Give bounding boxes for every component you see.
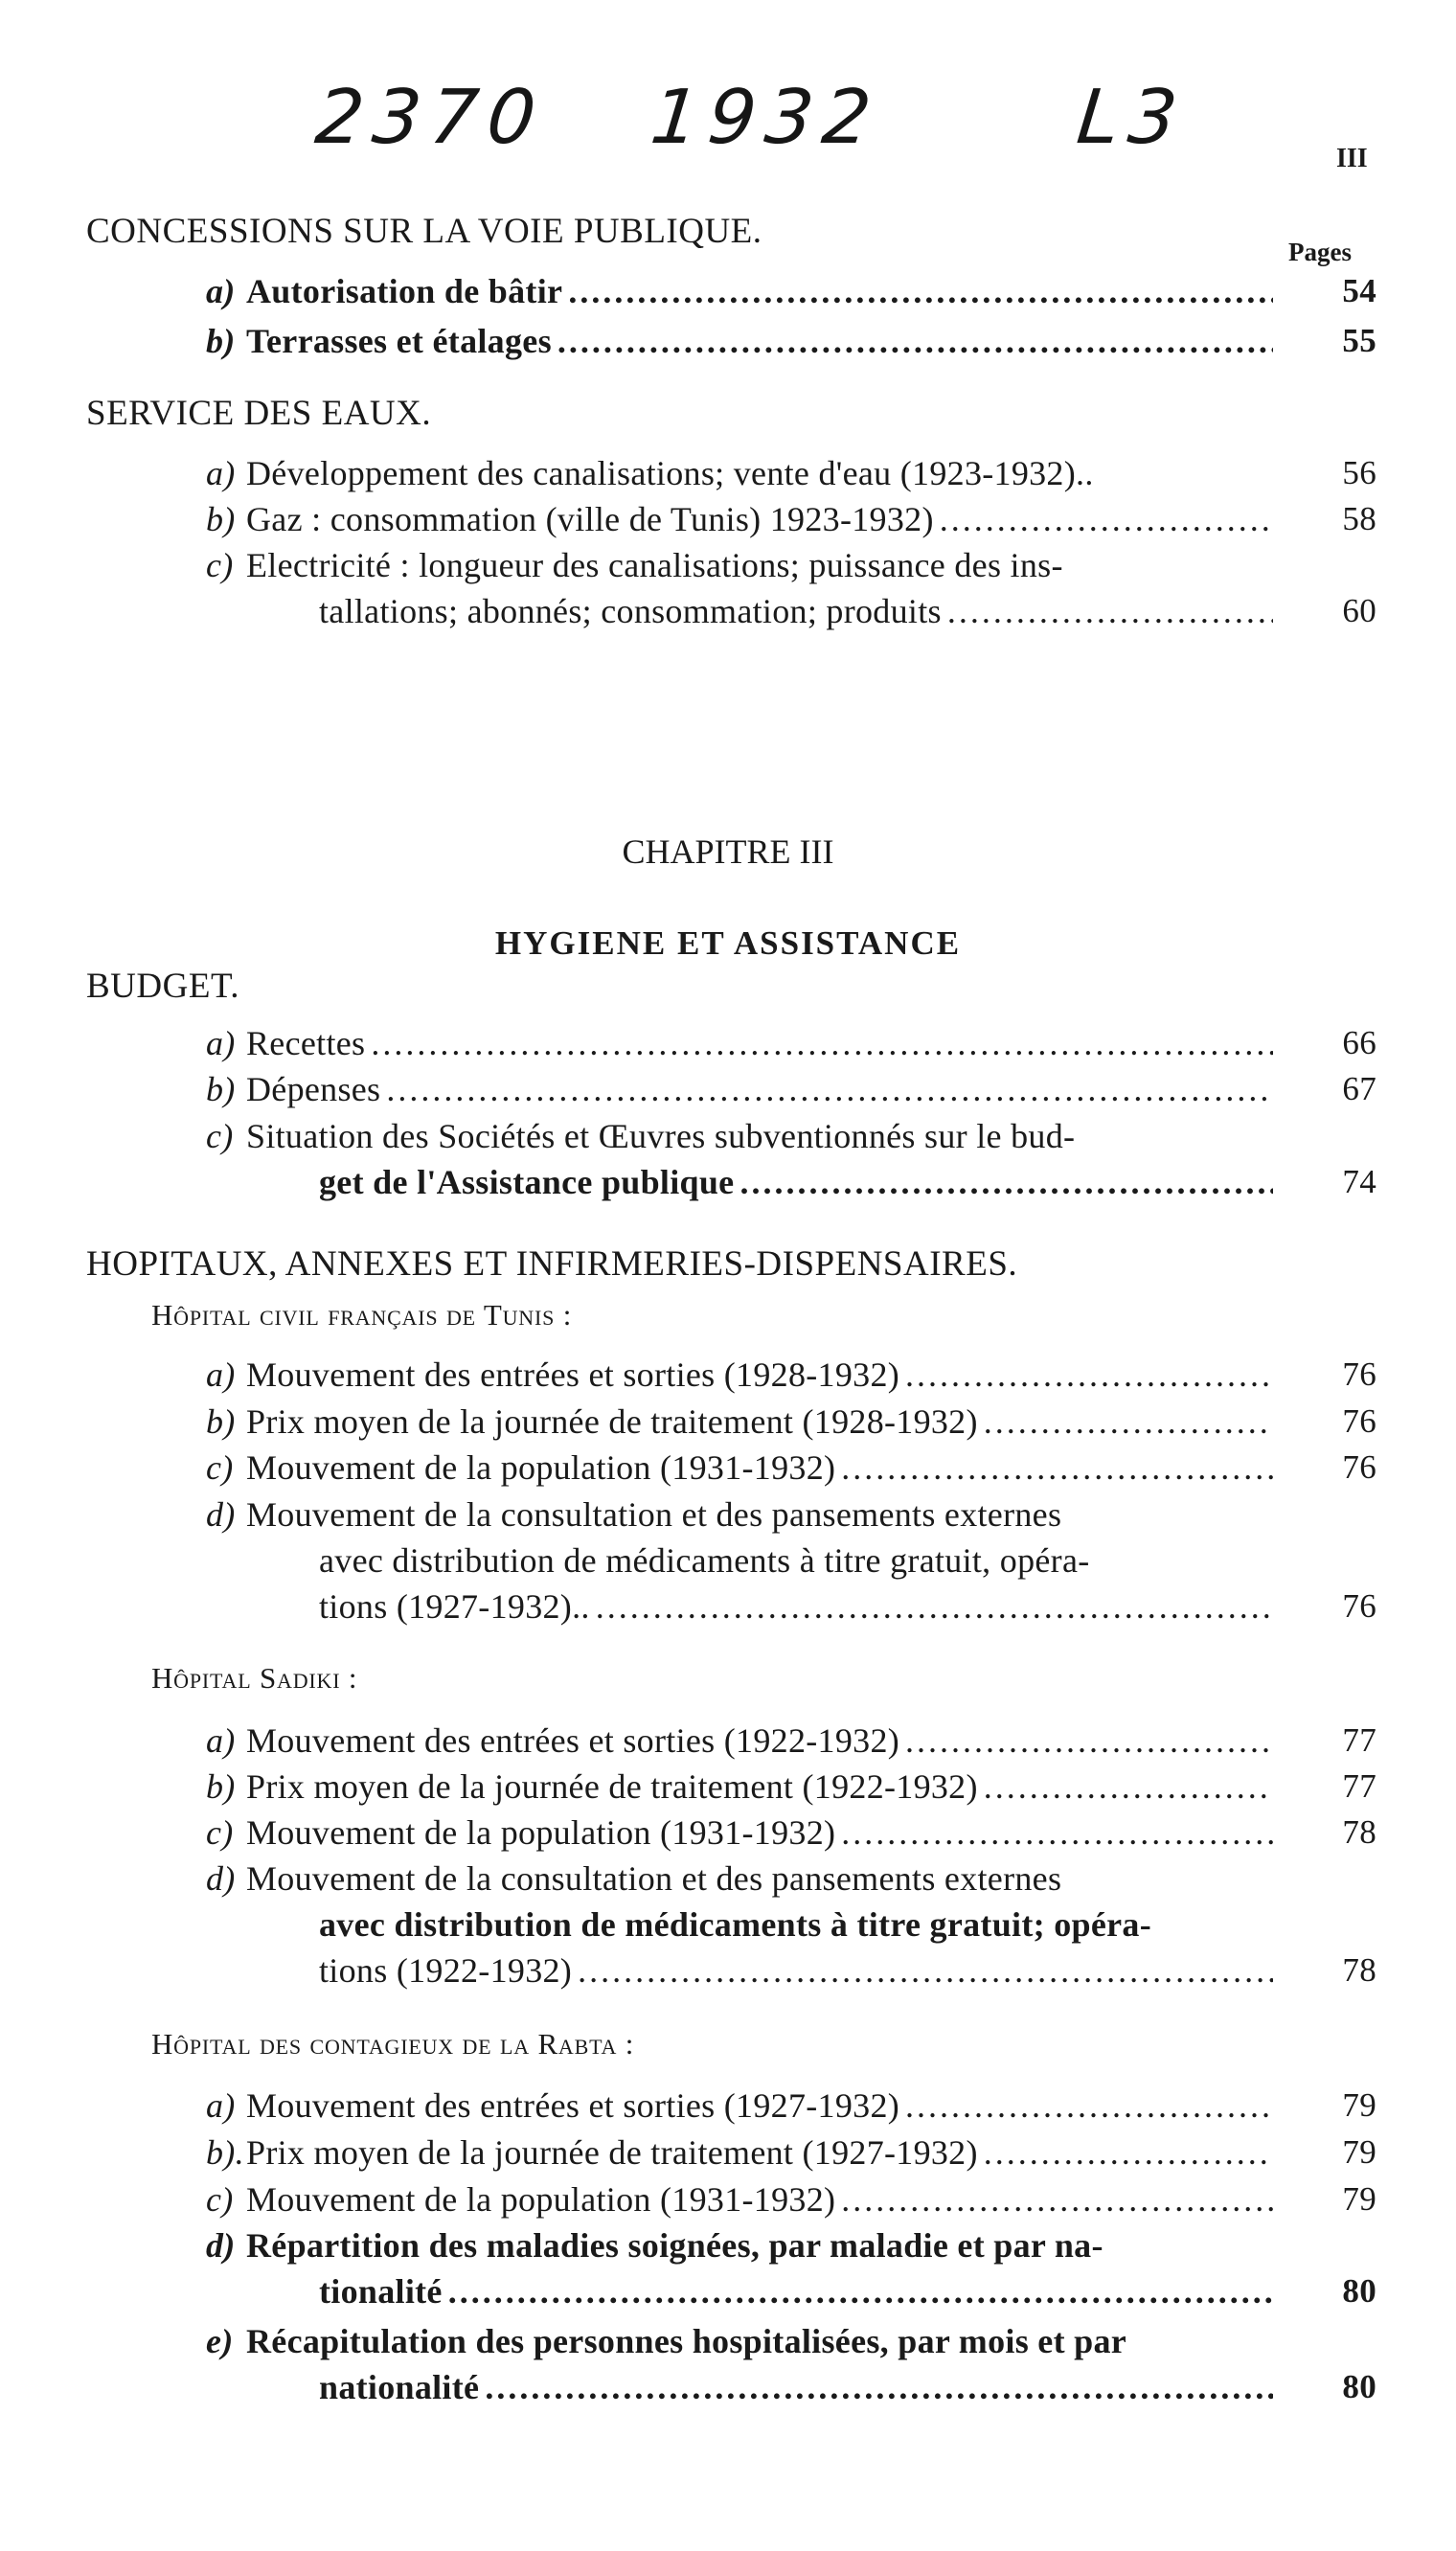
entry-page: 55 bbox=[1342, 322, 1376, 359]
toc-entry bbox=[206, 1399, 1376, 1445]
entry-page: 58 bbox=[1342, 500, 1376, 537]
entry-label: c) bbox=[206, 546, 234, 584]
subsection-title-civil: Hôpital civil français de Tunis : bbox=[151, 1298, 573, 1332]
toc-entry bbox=[206, 318, 1376, 364]
entry-text-line: avec distribution de médicaments à titre gratuit; opéra- bbox=[319, 1905, 1151, 1944]
subsection-title-sadiki: Hôpital Sadiki : bbox=[151, 1661, 358, 1695]
entry-page: 78 bbox=[1342, 1813, 1376, 1851]
entry-text-line: Mouvement de la consultation et des pansements externes bbox=[246, 1859, 1062, 1898]
entry-label: b) bbox=[206, 1402, 236, 1441]
entry-text-line: avec distribution de médicaments à titre gratuit, opéra- bbox=[319, 1541, 1090, 1580]
toc-entry bbox=[206, 1445, 1376, 1491]
entry-text-line: tions (1922-1932) bbox=[319, 1951, 573, 1990]
entry-text-line: tallations; abonnés; consommation; produits bbox=[319, 592, 942, 630]
section-title-hopitaux: HOPITAUX, ANNEXES ET INFIRMERIES-DISPENSAIRES. bbox=[86, 1244, 1018, 1284]
toc-entry bbox=[206, 1492, 1376, 1629]
toc-entry bbox=[206, 2318, 1376, 2410]
toc-entry bbox=[206, 1718, 1376, 1764]
entry-label: b) bbox=[206, 322, 236, 360]
toc-entry bbox=[206, 1066, 1376, 1112]
entry-page: 79 bbox=[1342, 2133, 1376, 2171]
section-title-eaux: SERVICE DES EAUX. bbox=[86, 394, 432, 433]
handwritten-year: 1932 bbox=[647, 75, 885, 161]
entry-page: 74 bbox=[1342, 1163, 1376, 1200]
entry-text: Gaz : consommation (ville de Tunis) 1923-1932) bbox=[246, 500, 934, 538]
entry-label: a) bbox=[206, 1024, 236, 1062]
entry-page: 78 bbox=[1342, 1951, 1376, 1989]
entry-label: c) bbox=[206, 1813, 234, 1852]
entry-text: Mouvement de la population (1931-1932) bbox=[246, 1448, 836, 1487]
page-number: III bbox=[1336, 144, 1368, 173]
entry-page: 66 bbox=[1342, 1024, 1376, 1061]
entry-text-line: tionalité bbox=[319, 2272, 443, 2311]
entry-text: Mouvement des entrées et sorties (1927-1932) bbox=[246, 2086, 900, 2125]
pages-column-header: Pages bbox=[1288, 238, 1352, 266]
entry-text: Prix moyen de la journée de traitement (1928-1932) bbox=[246, 1402, 978, 1441]
section-title-concessions: CONCESSIONS SUR LA VOIE PUBLIQUE. bbox=[86, 212, 762, 251]
entry-text: Autorisation de bâtir bbox=[246, 272, 563, 310]
entry-text: Mouvement des entrées et sorties (1922-1932) bbox=[246, 1721, 900, 1760]
handwritten-reference-number: 2370 bbox=[311, 75, 550, 161]
chapter-number: CHAPITRE III bbox=[622, 832, 834, 871]
entry-label: c) bbox=[206, 2180, 234, 2219]
entry-page: 77 bbox=[1342, 1767, 1376, 1805]
entry-text-line: get de l'Assistance publique bbox=[319, 1163, 735, 1201]
entry-page: 77 bbox=[1342, 1721, 1376, 1759]
entry-page: 80 bbox=[1342, 2272, 1376, 2310]
entry-label: a) bbox=[206, 2086, 236, 2125]
entry-label: d) bbox=[206, 2226, 236, 2265]
entry-page: 79 bbox=[1342, 2086, 1376, 2124]
entry-page: 79 bbox=[1342, 2180, 1376, 2218]
chapter-title: HYGIENE ET ASSISTANCE bbox=[494, 924, 962, 962]
entry-page: 67 bbox=[1342, 1070, 1376, 1107]
entry-text-line: Répartition des maladies soignées, par maladie et par na- bbox=[246, 2226, 1103, 2265]
toc-entry bbox=[206, 2222, 1376, 2314]
entry-text-line: Récapitulation des personnes hospitalisées, par mois et par bbox=[246, 2322, 1127, 2360]
entry-label: b) bbox=[206, 1070, 236, 1108]
entry-text: Prix moyen de la journée de traitement (1922-1932) bbox=[246, 1767, 978, 1806]
entry-label: a) bbox=[206, 272, 236, 310]
toc-entry bbox=[206, 496, 1376, 542]
toc-entry bbox=[206, 542, 1376, 634]
toc-entry bbox=[206, 268, 1376, 314]
entry-label: b) bbox=[206, 500, 236, 538]
entry-label: c) bbox=[206, 1117, 234, 1155]
entry-page: 60 bbox=[1342, 592, 1376, 629]
toc-entry bbox=[206, 2176, 1376, 2222]
entry-text-line: nationalité bbox=[319, 2368, 480, 2406]
entry-label: c) bbox=[206, 1448, 234, 1487]
entry-text: Développement des canalisations; vente d'eau (1923-1932).. bbox=[246, 454, 1094, 492]
entry-text-line: tions (1927-1932).. bbox=[319, 1587, 590, 1626]
section-title-budget: BUDGET. bbox=[86, 967, 240, 1006]
entry-text-line: Mouvement de la consultation et des pansements externes bbox=[246, 1495, 1062, 1534]
entry-text: Dépenses bbox=[246, 1070, 381, 1108]
entry-page: 54 bbox=[1342, 272, 1376, 309]
entry-text: Mouvement de la population (1931-1932) bbox=[246, 2180, 836, 2219]
entry-page: 76 bbox=[1342, 1587, 1376, 1625]
entry-page: 76 bbox=[1342, 1448, 1376, 1486]
toc-entry bbox=[206, 2083, 1376, 2129]
entry-label: a) bbox=[206, 454, 236, 492]
entry-label: d) bbox=[206, 1859, 236, 1898]
handwritten-code: L3 bbox=[1073, 75, 1191, 161]
entry-text-line: Electricité : longueur des canalisations; puissance des ins- bbox=[246, 546, 1063, 584]
entry-text: Mouvement de la population (1931-1932) bbox=[246, 1813, 836, 1852]
toc-entry bbox=[206, 1764, 1376, 1810]
entry-text: Mouvement des entrées et sorties (1928-1932) bbox=[246, 1355, 900, 1394]
subsection-title-rabta: Hôpital des contagieux de la Rabta : bbox=[151, 2027, 635, 2061]
entry-label: a) bbox=[206, 1355, 236, 1394]
entry-page: 76 bbox=[1342, 1355, 1376, 1393]
entry-page: 80 bbox=[1342, 2368, 1376, 2405]
toc-entry bbox=[206, 1352, 1376, 1398]
toc-entry bbox=[206, 2130, 1376, 2175]
entry-label: e) bbox=[206, 2322, 234, 2360]
toc-entry bbox=[206, 1810, 1376, 1856]
entry-text: Recettes bbox=[246, 1024, 366, 1062]
toc-entry bbox=[206, 1113, 1376, 1205]
toc-entry bbox=[206, 450, 1376, 496]
entry-text: Prix moyen de la journée de traitement (1927-1932) bbox=[246, 2133, 978, 2172]
entry-text-line: Situation des Sociétés et Œuvres subventionnés sur le bud- bbox=[246, 1117, 1076, 1155]
entry-page: 76 bbox=[1342, 1402, 1376, 1440]
entry-label: b). bbox=[206, 2133, 244, 2172]
entry-label: b) bbox=[206, 1767, 236, 1806]
entry-text: Terrasses et étalages bbox=[246, 322, 552, 360]
entry-page: 56 bbox=[1342, 454, 1376, 491]
toc-entry bbox=[206, 1856, 1376, 1993]
entry-label: d) bbox=[206, 1495, 236, 1534]
toc-entry bbox=[206, 1020, 1376, 1066]
entry-label: a) bbox=[206, 1721, 236, 1760]
